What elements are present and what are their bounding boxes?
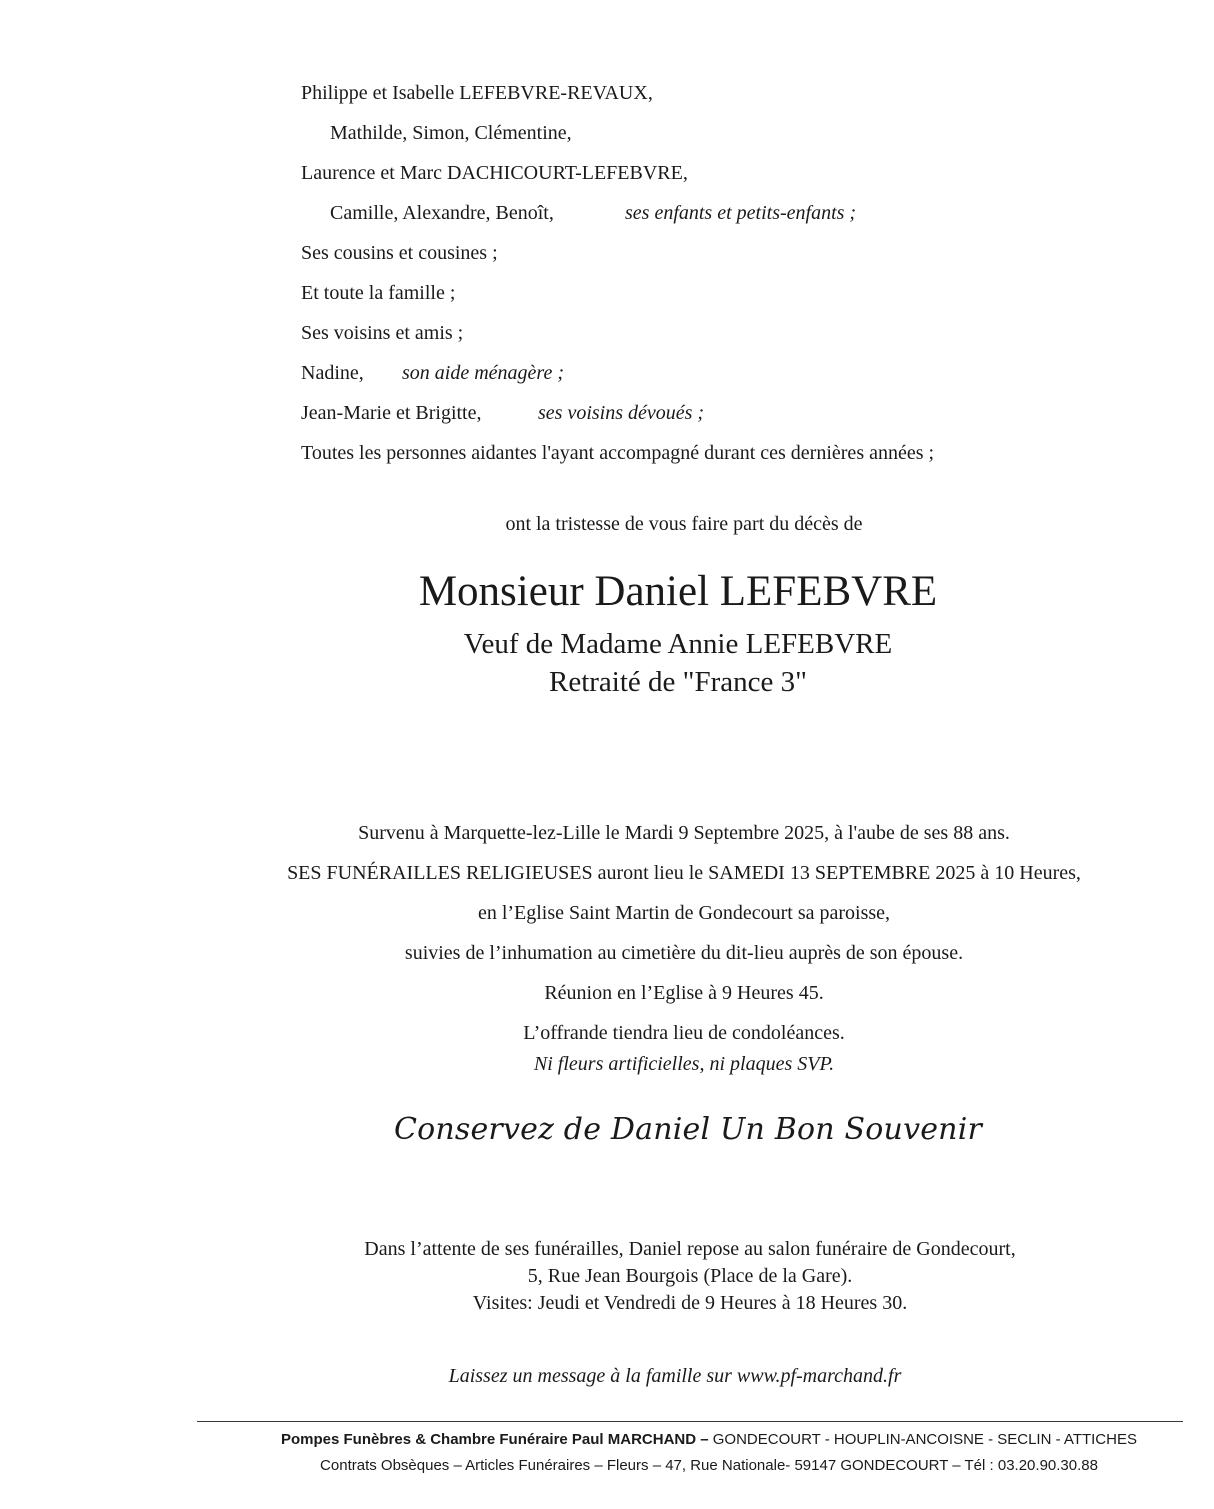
family-line-caregivers: Toutes les personnes aidantes l'ayant accompagné durant ces dernières années ; bbox=[301, 442, 935, 464]
family-line-devoted-neighbors: Jean-Marie et Brigitte, bbox=[301, 402, 482, 424]
deceased-name: Monsieur Daniel LEFEBVRE bbox=[418, 568, 938, 615]
visits-line-2: 5, Rue Jean Bourgois (Place de la Gare). bbox=[527, 1265, 853, 1287]
visits-line-1: Dans l’attente de ses funérailles, Daniel repose au salon funéraire de Gondecourt, bbox=[364, 1238, 1016, 1260]
footer-divider bbox=[197, 1421, 1183, 1422]
family-line-cousins: Ses cousins et cousines ; bbox=[301, 242, 498, 264]
offering-note: L’offrande tiendra lieu de condoléances. bbox=[523, 1022, 845, 1044]
church-details: en l’Eglise Saint Martin de Gondecourt sa paroisse, bbox=[477, 902, 891, 924]
footer-contact-line: Contrats Obsèques – Articles Funéraires – Fleurs – 47, Rue Nationale- 59147 GONDECOURT – Tél : 03.20.90.30.88 bbox=[320, 1457, 1098, 1474]
meeting-details: Réunion en l’Eglise à 9 Heures 45. bbox=[544, 982, 824, 1004]
burial-details: suivies de l’inhumation au cimetière du dit-lieu auprès de son épouse. bbox=[404, 942, 964, 964]
footer-company-name: Pompes Funèbres & Chambre Funéraire Paul MARCHAND – bbox=[281, 1431, 709, 1448]
family-line-family: Et toute la famille ; bbox=[301, 282, 456, 304]
flowers-note: Ni fleurs artificielles, ni plaques SVP. bbox=[533, 1053, 835, 1075]
family-line-helper: Nadine, bbox=[301, 362, 364, 384]
message-link-line: Laissez un message à la famille sur www.pf-marchand.fr bbox=[448, 1365, 902, 1387]
funeral-details: SES FUNÉRAILLES RELIGIEUSES auront lieu le SAMEDI 13 SEPTEMBRE 2025 à 10 Heures, bbox=[287, 862, 1081, 884]
family-role-devoted-neighbors: ses voisins dévoués ; bbox=[538, 402, 705, 424]
footer-locations: GONDECOURT - HOUPLIN-ANCOISNE - SECLIN - ATTICHES bbox=[712, 1431, 1137, 1448]
family-line-children-1: Philippe et Isabelle LEFEBVRE-REVAUX, bbox=[301, 82, 653, 104]
family-role-helper: son aide ménagère ; bbox=[402, 362, 564, 384]
family-line-grandchildren-2: Camille, Alexandre, Benoît, bbox=[330, 202, 554, 224]
deceased-retired-line: Retraité de "France 3" bbox=[549, 666, 807, 698]
family-line-children-2: Laurence et Marc DACHICOURT-LEFEBVRE, bbox=[301, 162, 688, 184]
deceased-widower-line: Veuf de Madame Annie LEFEBVRE bbox=[463, 628, 893, 660]
death-details: Survenu à Marquette-lez-Lille le Mardi 9 Septembre 2025, à l'aube de ses 88 ans. bbox=[358, 822, 1010, 844]
announcement-intro: ont la tristesse de vous faire part du décès de bbox=[505, 513, 863, 535]
souvenir-line: Conservez de Daniel Un Bon Souvenir bbox=[393, 1112, 983, 1147]
family-line-grandchildren-1: Mathilde, Simon, Clémentine, bbox=[330, 122, 572, 144]
family-line-neighbors: Ses voisins et amis ; bbox=[301, 322, 464, 344]
family-role-children: ses enfants et petits-enfants ; bbox=[625, 202, 857, 224]
footer-company-line bbox=[0, 1431, 1214, 1449]
visits-line-3: Visites: Jeudi et Vendredi de 9 Heures à 18 Heures 30. bbox=[472, 1292, 908, 1314]
